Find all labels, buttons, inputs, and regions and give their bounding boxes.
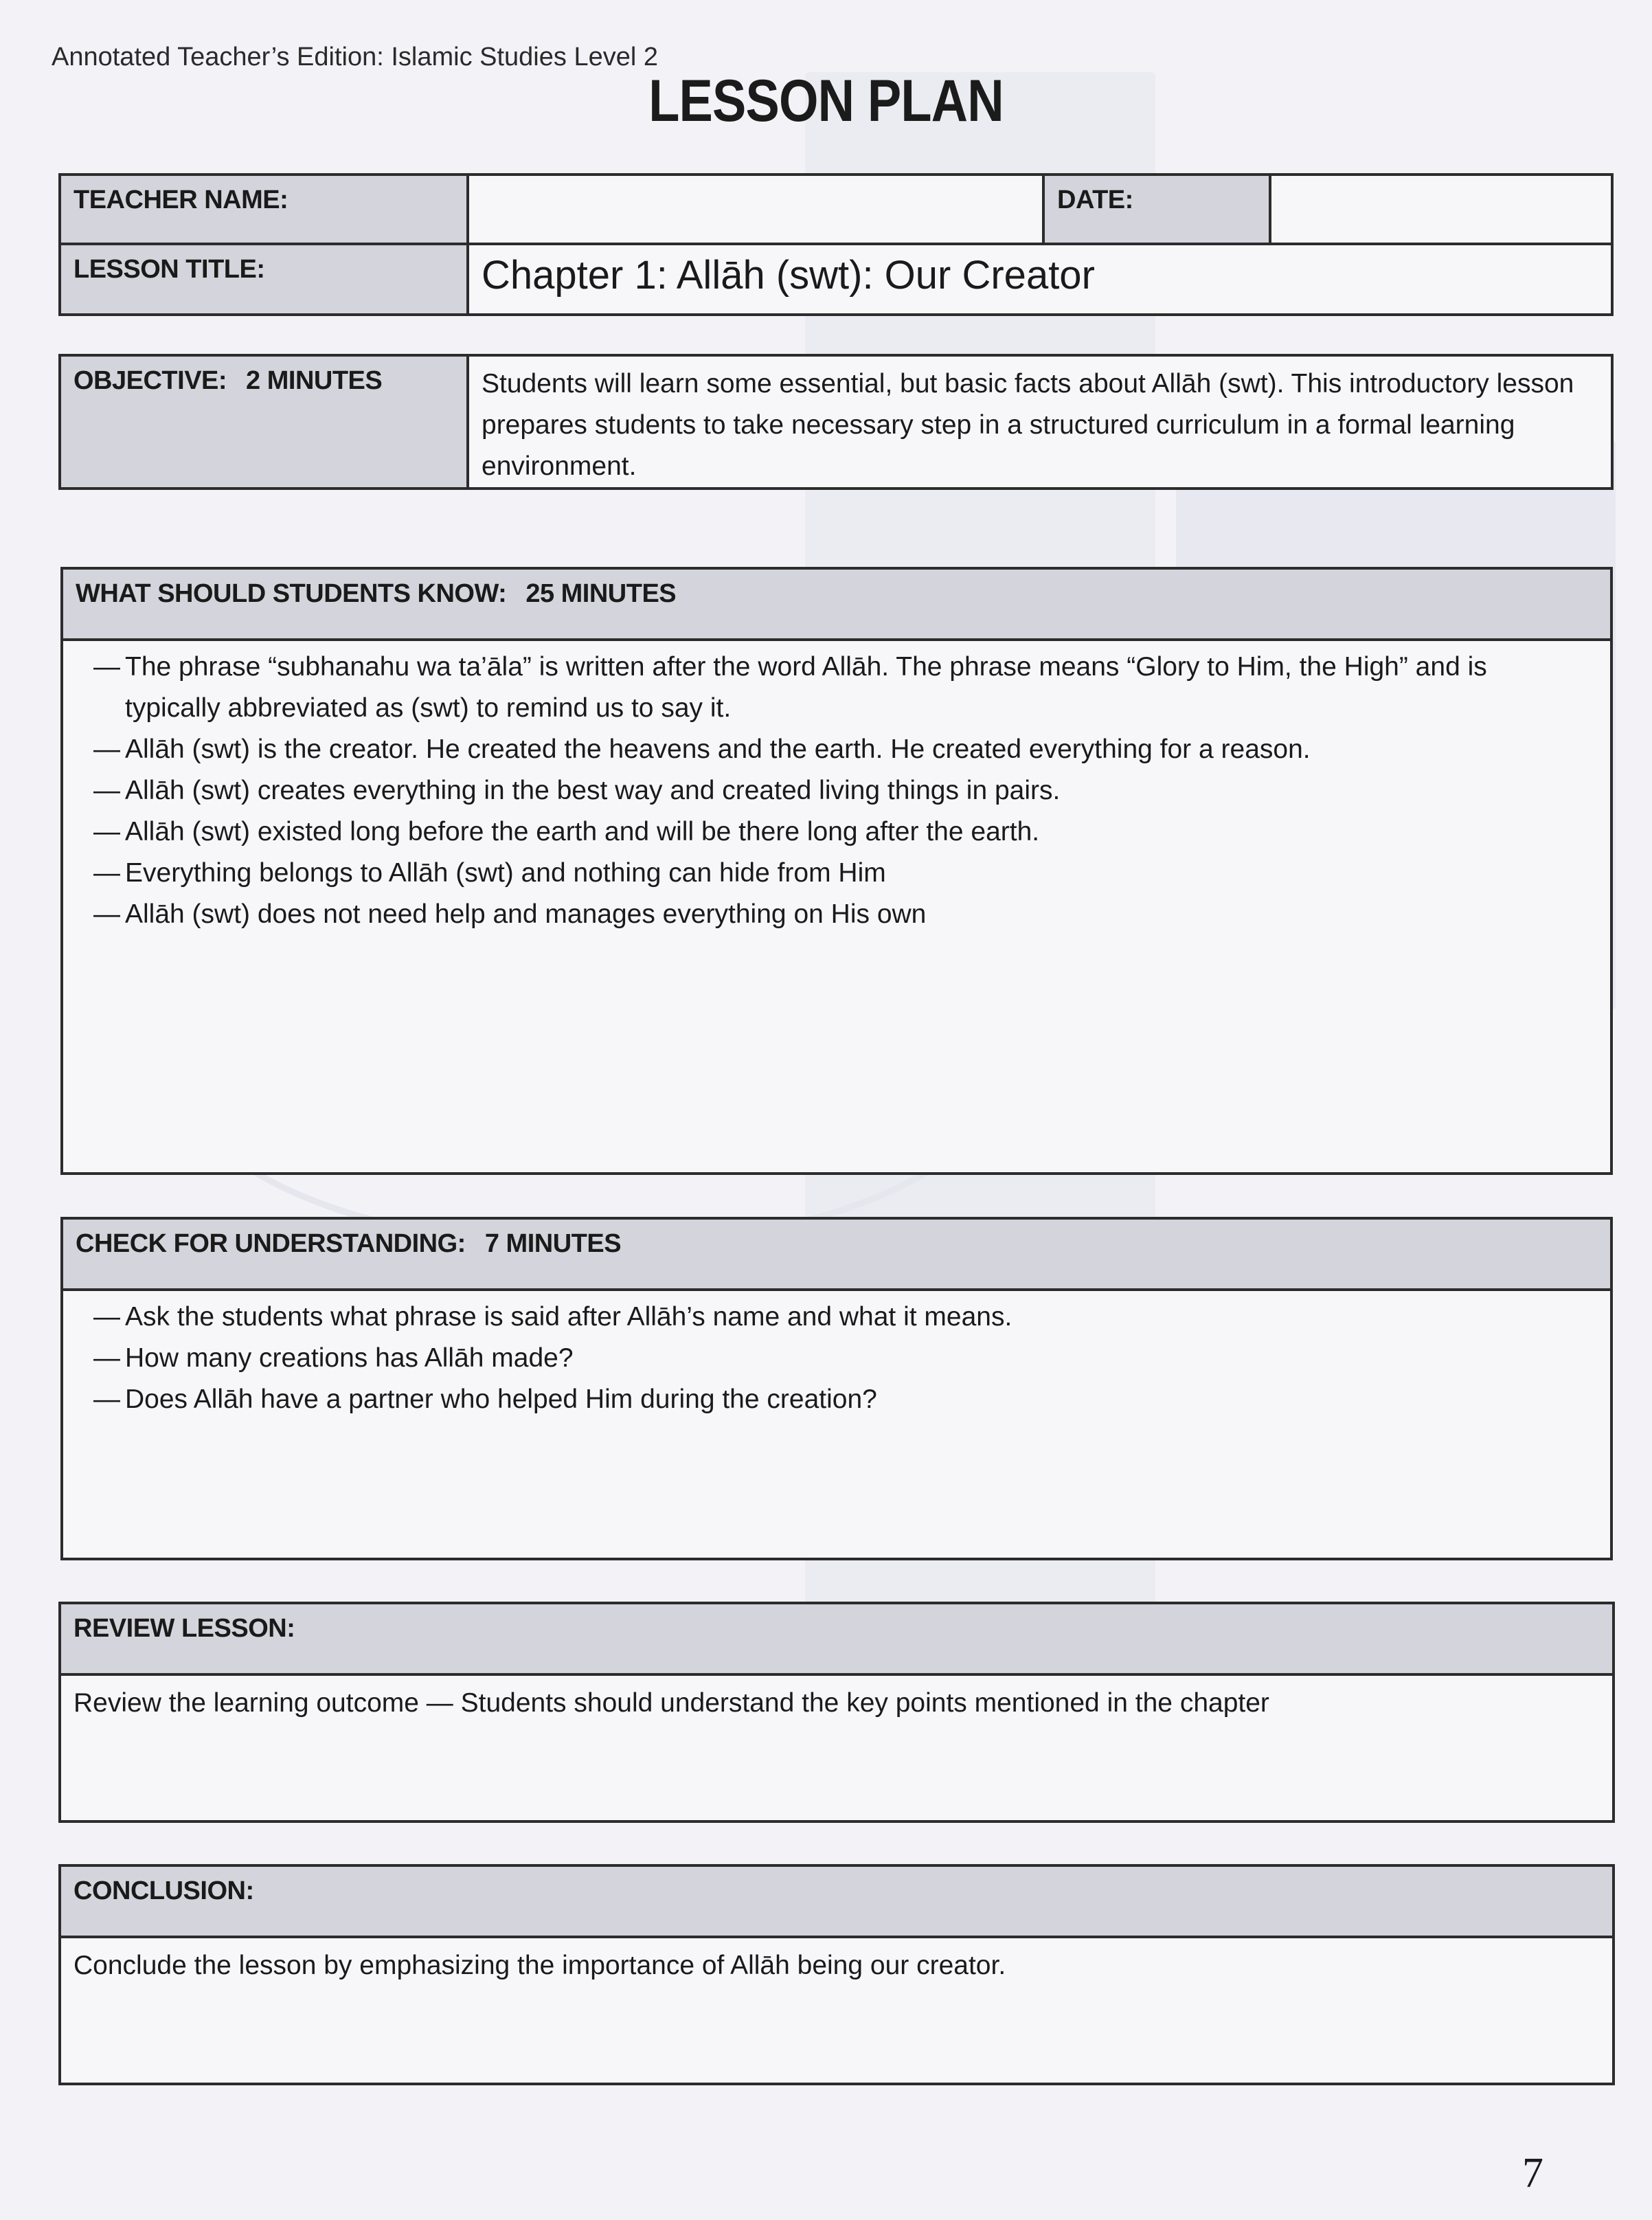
conclusion-section-body xyxy=(60,1937,1614,2084)
objective-label-cell xyxy=(60,355,468,489)
list-item: — Allāh (swt) existed long before the earth and will be there long after the earth. xyxy=(125,811,1583,853)
know-section xyxy=(60,567,1613,1175)
list-item: — Allāh (swt) does not need help and manages everything on His own xyxy=(125,894,1583,935)
lesson-title-label: LESSON TITLE: xyxy=(60,244,468,315)
review-text: Review the learning outcome — Students should understand the key points mentioned in the chapter xyxy=(73,1688,1269,1718)
review-section xyxy=(58,1602,1615,1823)
check-section-header xyxy=(62,1218,1611,1290)
list-item: — How many creations has Allāh made? xyxy=(125,1338,1583,1379)
check-minutes: 7 MINUTES xyxy=(484,1229,622,1258)
review-section-body xyxy=(60,1674,1614,1821)
list-item: — Does Allāh have a partner who helped Him during the creation? xyxy=(125,1379,1583,1420)
objective-text: Students will learn some essential, but basic facts about Allāh (swt). This introductory lesson prepares students to take necessary step in a structured curriculum in a formal learning environment. xyxy=(468,355,1612,489)
objective-table xyxy=(58,354,1614,490)
objective-label: OBJECTIVE: xyxy=(73,366,227,395)
check-section-body xyxy=(62,1290,1611,1559)
page-title: LESSON PLAN xyxy=(648,68,1004,134)
list-item: — Allāh (swt) creates everything in the best way and created living things in pairs. xyxy=(125,770,1583,811)
list-item: — Allāh (swt) is the creator. He created the heavens and the earth. He created everything for a reason. xyxy=(125,729,1583,770)
conclusion-label: CONCLUSION: xyxy=(60,1865,1614,1937)
conclusion-text: Conclude the lesson by emphasizing the importance of Allāh being our creator. xyxy=(73,1951,1006,1980)
know-section-body xyxy=(62,640,1611,1174)
check-label: CHECK FOR UNDERSTANDING: xyxy=(76,1229,466,1258)
teacher-name-label: TEACHER NAME: xyxy=(60,175,468,244)
check-section xyxy=(60,1217,1613,1560)
know-minutes: 25 MINUTES xyxy=(525,579,677,608)
check-list xyxy=(63,1291,1610,1420)
lesson-title-value: Chapter 1: Allāh (swt): Our Creator xyxy=(468,244,1612,315)
teacher-name-field[interactable] xyxy=(468,175,1043,244)
objective-minutes: 2 MINUTES xyxy=(246,366,383,395)
know-label: WHAT SHOULD STUDENTS KNOW: xyxy=(76,579,507,608)
date-label: DATE: xyxy=(1043,175,1270,244)
list-item: — The phrase “subhanahu wa ta’āla” is written after the word Allāh. The phrase means “Glory to Him, the High” and is typically abbreviated as (swt) to remind us to say it. xyxy=(125,647,1583,729)
date-field[interactable] xyxy=(1270,175,1612,244)
know-section-header xyxy=(62,568,1611,640)
info-table xyxy=(58,173,1614,316)
page-number: 7 xyxy=(1522,2150,1543,2197)
list-item: — Everything belongs to Allāh (swt) and nothing can hide from Him xyxy=(125,853,1583,894)
edition-header: Annotated Teacher’s Edition: Islamic Studies Level 2 xyxy=(52,43,658,71)
know-list xyxy=(63,641,1610,935)
list-item: — Ask the students what phrase is said after Allāh’s name and what it means. xyxy=(125,1297,1583,1338)
conclusion-section xyxy=(58,1864,1615,2085)
review-label: REVIEW LESSON: xyxy=(60,1603,1614,1674)
